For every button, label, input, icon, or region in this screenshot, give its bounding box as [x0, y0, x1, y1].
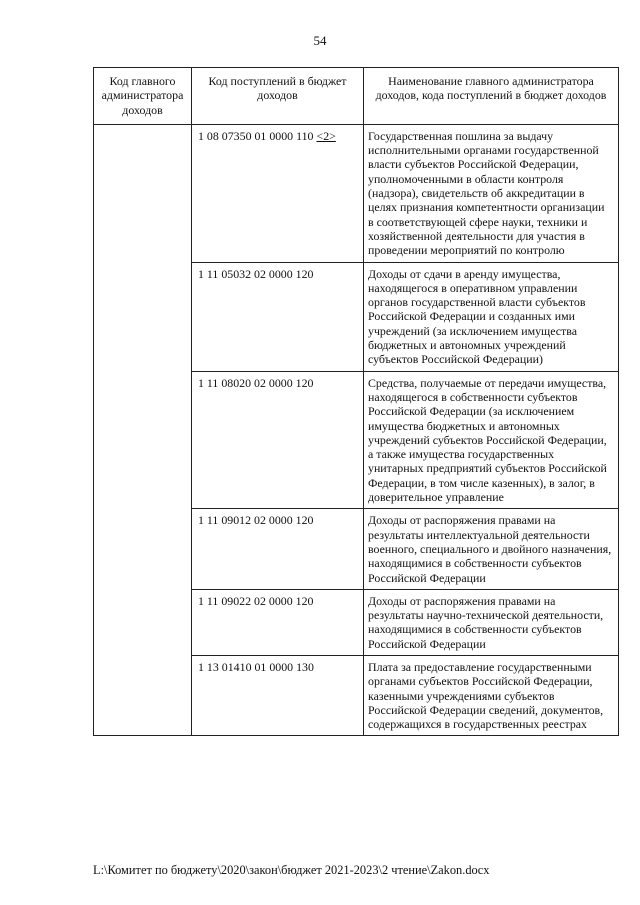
header-admin-code: Код главного администратора доходов — [94, 68, 192, 125]
header-name: Наименование главного администратора доходов, кода поступлений в бюджет доходов — [364, 68, 619, 125]
income-name-cell: Доходы от сдачи в аренду имущества, находящегося в оперативном управлении органов государственной власти субъектов Российской Федерации и созданных ими учреждений (за исключением имущества бюджетных и автономных учреждений субъектов Российской Федерации) — [364, 262, 619, 371]
income-name-cell: Плата за предоставление государственными органами субъектов Российской Федерации, казенными учреждениями субъектов Российской Федерации сведений, документов, содержащихся в государственных реестрах — [364, 655, 619, 735]
file-path-footer: L:\Комитет по бюджету\2020\закон\бюджет 2021-2023\2 чтение\Zakon.docx — [93, 863, 490, 877]
income-codes-table — [93, 67, 619, 736]
page-number: 54 — [313, 33, 327, 48]
header-income-code: Код поступлений в бюджет доходов — [192, 68, 364, 125]
income-name-cell: Средства, получаемые от передачи имущества, находящегося в собственности субъектов Российской Федерации (за исключением имущества бюджетных и автономных учреждений субъектов Российской Федерации, а также имущества государственных унитарных предприятий субъектов Российской Федерации, в том числе казенных), в залог, в доверительное управление — [364, 371, 619, 509]
income-code-cell: 1 11 08020 02 0000 120 — [192, 371, 364, 509]
income-code-cell: 1 13 01410 01 0000 130 — [192, 655, 364, 735]
income-code-cell: 1 11 09022 02 0000 120 — [192, 589, 364, 655]
admin-code-cell — [94, 124, 192, 736]
income-name-cell: Доходы от распоряжения правами на результаты научно-технической деятельности, находящимися в собственности субъектов Российской Федерации — [364, 589, 619, 655]
income-name-cell: Государственная пошлина за выдачу исполнительными органами государственной власти субъектов Российской Федерации, уполномоченными в области контроля (надзора), свидетельств об аккредитации в целях признания компетентности организации в соответствующей сфере науки, техники и хозяйственной деятельности для участия в проведении мероприятий по контролю — [364, 124, 619, 262]
income-code-cell: 1 11 05032 02 0000 120 — [192, 262, 364, 371]
footnote-reference-link[interactable]: <2> — [316, 128, 336, 143]
income-code: 1 08 07350 01 0000 110 — [198, 128, 314, 143]
income-code-cell — [192, 124, 364, 262]
income-code-cell: 1 11 09012 02 0000 120 — [192, 509, 364, 589]
table-header-row — [94, 68, 619, 125]
table-row — [94, 124, 619, 262]
income-name-cell: Доходы от распоряжения правами на результаты интеллектуальной деятельности военного, специального и двойного назначения, находящимися в собственности субъектов Российской Федерации — [364, 509, 619, 589]
